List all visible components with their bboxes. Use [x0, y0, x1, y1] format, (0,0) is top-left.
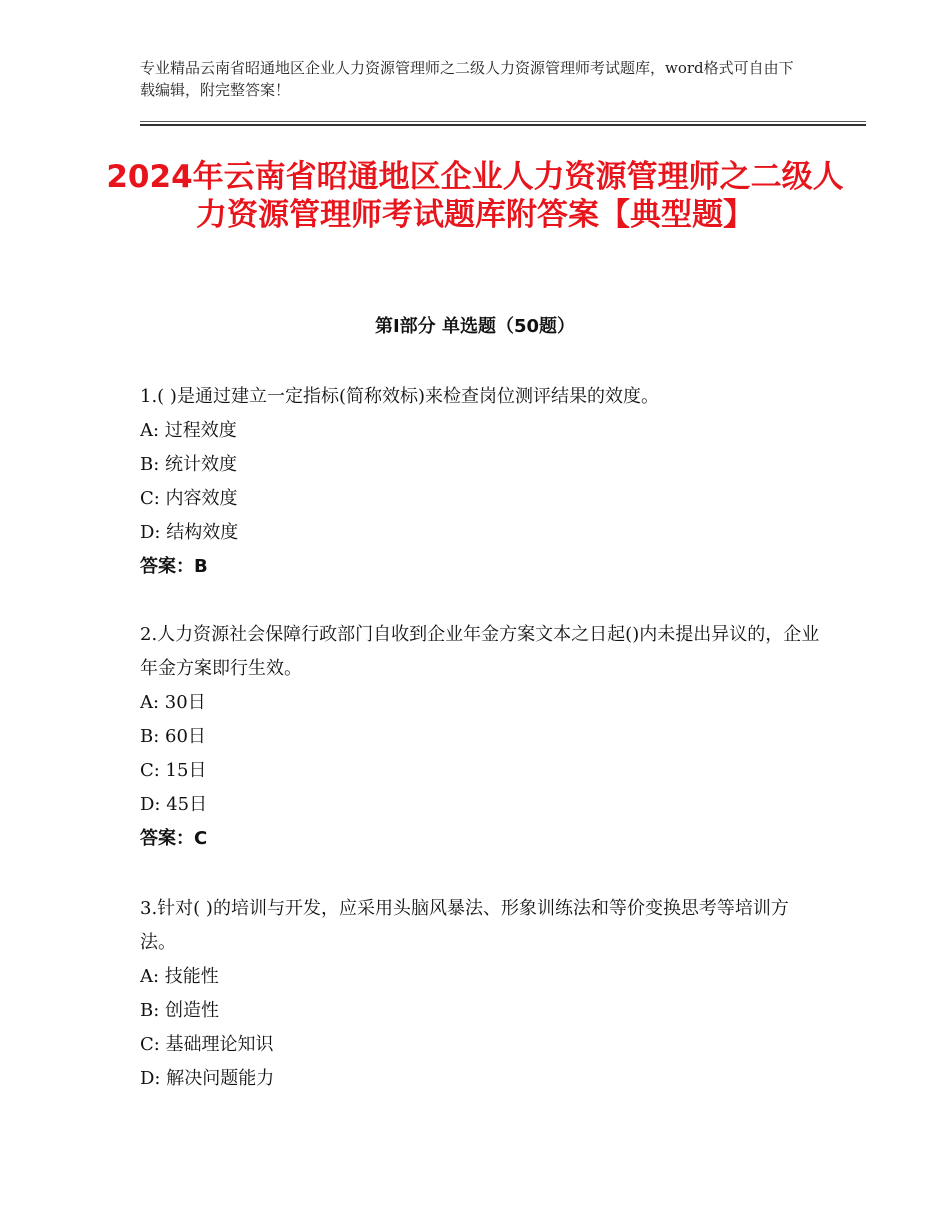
question-1: [140, 380, 820, 584]
question-stem: 1.( )是通过建立一定指标(简称效标)来检查岗位测评结果的效度。: [140, 386, 659, 407]
section-title: 第Ⅰ部分 单选题（50题）: [374, 316, 575, 337]
option-c: C: 内容效度: [140, 488, 238, 509]
header-note: 专业精品云南省昭通地区企业人力资源管理师之二级人力资源管理师考试题库，word格式可自由下载编辑，附完整答案！: [140, 59, 794, 99]
option-c: C: 基础理论知识: [140, 1034, 274, 1055]
option-a: A: 30日: [140, 692, 206, 713]
option-d: D: 解决问题能力: [140, 1068, 275, 1089]
option-c: C: 15日: [140, 760, 207, 781]
option-b: B: 60日: [140, 726, 206, 747]
option-d: D: 45日: [140, 794, 208, 815]
answer-line: 答案：B: [140, 556, 208, 577]
question-stem: 3.针对( )的培训与开发，应采用头脑风暴法、形象训练法和等价变换思考等培训方法。: [140, 898, 789, 953]
header-divider: [140, 121, 866, 126]
option-a: A: 技能性: [140, 966, 219, 987]
option-b: B: 统计效度: [140, 454, 238, 475]
question-2: [140, 618, 820, 856]
question-stem: 2.人力资源社会保障行政部门自收到企业年金方案文本之日起()内未提出异议的，企业年金方案即行生效。: [140, 624, 820, 679]
option-a: A: 过程效度: [140, 420, 237, 441]
document-title: 2024年云南省昭通地区企业人力资源管理师之二级人力资源管理师考试题库附答案【典型题】: [106, 159, 844, 233]
option-b: B: 创造性: [140, 1000, 220, 1021]
answer-line: 答案：C: [140, 828, 208, 849]
option-d: D: 结构效度: [140, 522, 239, 543]
question-3: [140, 892, 820, 1096]
